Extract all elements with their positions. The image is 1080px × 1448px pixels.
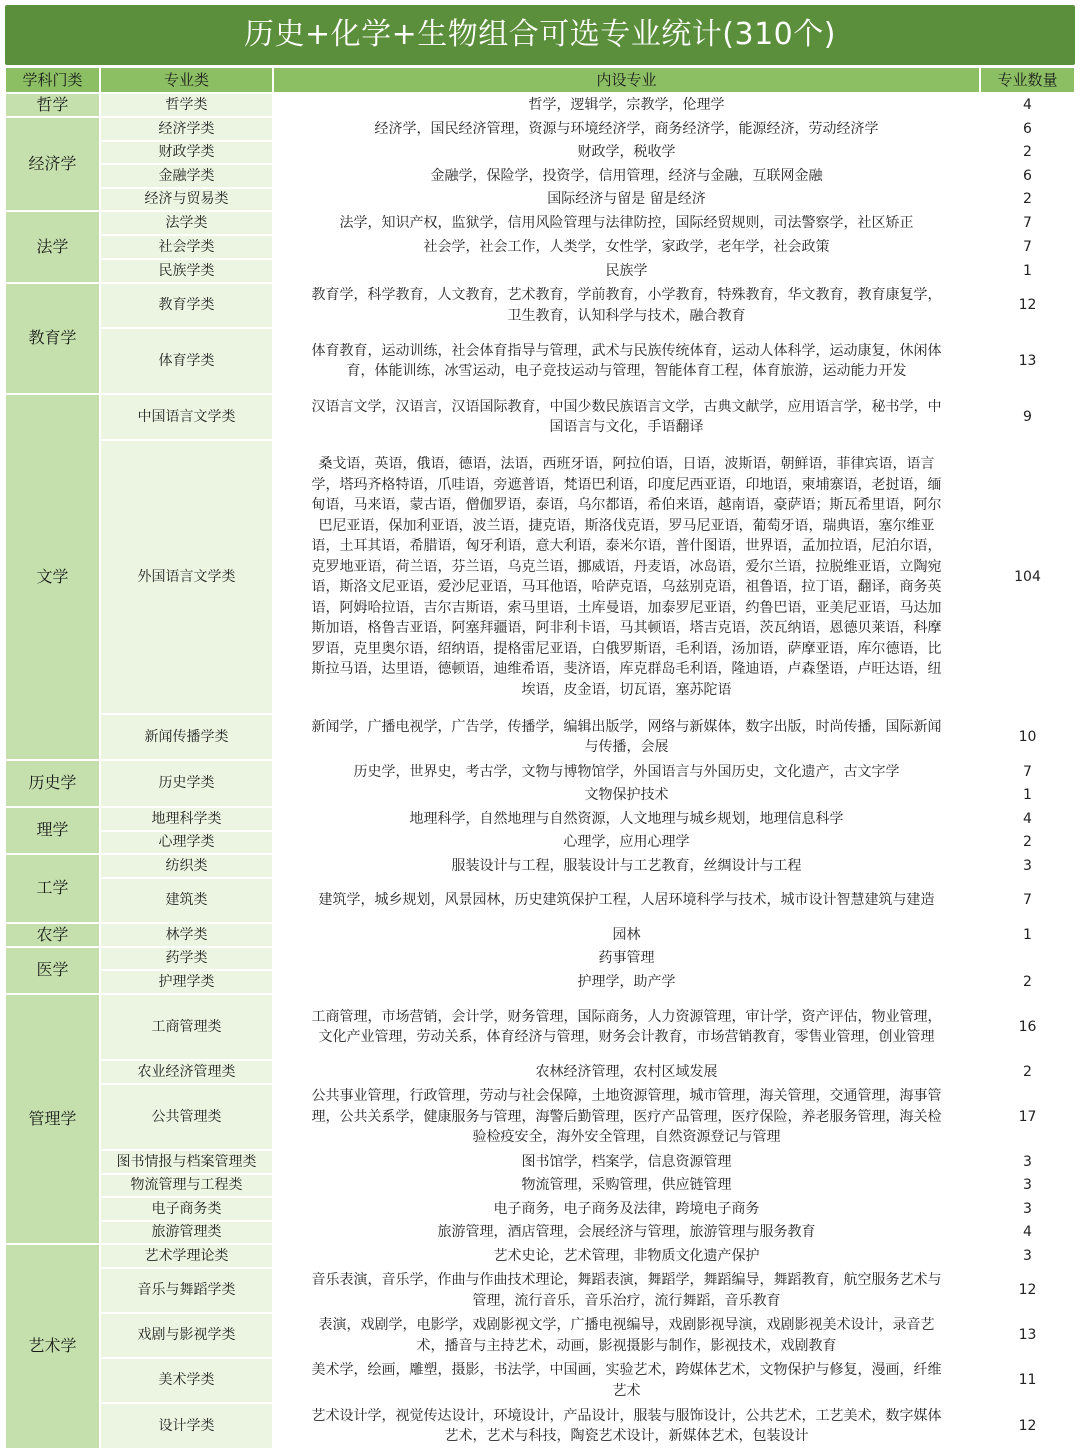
- major-class-cell-text: 金融学类: [158, 167, 215, 184]
- header-major-class: [101, 68, 272, 92]
- count-cell: [981, 236, 1074, 258]
- major-class-cell-text: 建筑类: [165, 892, 208, 909]
- major-class-cell-text: 法学类: [165, 214, 208, 231]
- count-cell: [981, 761, 1074, 783]
- major-class-cell: [101, 1061, 272, 1083]
- majors-cell: [274, 1314, 979, 1357]
- major-class-cell-text: 旅游管理类: [151, 1224, 222, 1241]
- majors-cell-text: 服装设计与工程，服装设计与工艺教育，丝绸设计与工程: [451, 857, 802, 874]
- count-cell-text: 13: [1018, 352, 1037, 369]
- count-cell: [981, 212, 1074, 234]
- count-cell: [981, 142, 1074, 163]
- count-cell-text: 2: [1023, 144, 1032, 161]
- majors-cell-text: 心理学，应用心理学: [563, 834, 690, 851]
- major-class-cell: [101, 189, 272, 210]
- count-cell: [981, 165, 1074, 187]
- major-class-cell: [101, 118, 272, 140]
- discipline-cell: [6, 395, 99, 759]
- major-class-cell: [101, 1269, 272, 1312]
- count-cell: [981, 1151, 1074, 1173]
- major-class-cell: [101, 832, 272, 853]
- discipline-cell-text: 农学: [36, 924, 69, 944]
- count-cell: [981, 1222, 1074, 1243]
- count-cell: [981, 924, 1074, 946]
- major-class-cell: [101, 1222, 272, 1243]
- major-class-cell: [101, 395, 272, 439]
- header-discipline: [6, 68, 99, 92]
- majors-cell-text: 农林经济管理，农村区域发展: [535, 1063, 718, 1080]
- majors-cell-text: 桑戈语，英语，俄语，德语，法语，西班牙语，阿拉伯语，日语，波斯语，朝鲜语，菲律宾语，语言学，塔玛齐格特语，爪哇语，旁遮普语，梵语巴利语，印度尼西亚语，印地语，柬埔寨语，老挝语，缅甸语，马来语，蒙古语，僧伽罗语，泰语，乌尔都语，希伯来语，越南语，豪萨语；斯瓦希里语，阿尔巴尼亚语，保加利亚语，波兰语，捷克语，斯洛伐克语，罗马尼亚语，葡萄牙语，瑞典语，塞尔维亚语，土耳其语，希腊语，匈牙利语，意大利语，泰米尔语，普什图语，世界语，孟加拉语，尼泊尔语，克罗地亚语，荷兰语，芬兰语，乌克兰语，挪威语，丹麦语，冰岛语，爱尔兰语，拉脱维亚语，立陶宛语，斯洛文尼亚语，爱沙尼亚语，马耳他语，哈萨克语，乌兹别克语，祖鲁语，拉丁语，翻译，商务英语，阿姆哈拉语，吉尔吉斯语，索马里语，土库曼语，加泰罗尼亚语，约鲁巴语，亚美尼亚语，马达加斯加语，格鲁吉亚语，阿塞拜疆语，阿非利卡语，马其顿语，塔吉克语，茨瓦纳语，恩德贝莱语，科摩罗语，克里奥尔语，绍纳语，提格雷尼亚语，白俄罗斯语，毛利语，汤加语，萨摩亚语，库尔德语，比斯拉马语，达里语，德顿语，迪维希语，斐济语，库克群岛毛利语，隆迪语，卢森堡语，卢旺达语，纽埃语，皮金语，切瓦语，塞苏陀语: [311, 456, 942, 698]
- discipline-cell-text: 理学: [36, 820, 69, 840]
- discipline-cell-text: 工学: [36, 878, 69, 898]
- major-class-cell-text: 民族学类: [158, 262, 215, 279]
- count-cell: [981, 395, 1074, 439]
- majors-cell-text: 艺术史论，艺术管理，非物质文化遗产保护: [493, 1247, 760, 1264]
- major-class-cell: [101, 879, 272, 922]
- discipline-cell: [6, 118, 99, 210]
- count-cell-text: 17: [1018, 1108, 1037, 1125]
- count-cell: [981, 879, 1074, 922]
- count-cell-text: 10: [1018, 728, 1037, 745]
- count-cell-text: 3: [1023, 1247, 1032, 1264]
- count-cell: [981, 995, 1074, 1059]
- count-cell: [981, 855, 1074, 877]
- count-cell: [981, 832, 1074, 853]
- count-cell: [981, 329, 1074, 393]
- major-class-cell-text: 经济学类: [158, 120, 215, 137]
- count-cell: [981, 94, 1074, 116]
- majors-cell: [274, 924, 979, 946]
- major-class-cell-text: 体育学类: [158, 352, 215, 369]
- count-cell: [981, 1359, 1074, 1402]
- count-cell: [981, 1404, 1074, 1448]
- count-cell-text: 12: [1018, 297, 1037, 314]
- count-cell: [981, 1314, 1074, 1357]
- major-class-cell: [101, 1359, 272, 1402]
- header-count-text: 专业数量: [997, 70, 1058, 89]
- majors-cell-text: 表演，戏剧学，电影学，戏剧影视文学，广播电视编导，戏剧影视导演，戏剧影视美术设计，录音艺术，播音与主持艺术，动画，影视摄影与制作，影视技术，戏剧教育: [318, 1317, 935, 1354]
- major-class-cell-text: 公共管理类: [151, 1108, 222, 1125]
- major-class-cell-text: 药学类: [165, 950, 208, 967]
- discipline-cell-text: 法学: [36, 236, 69, 256]
- count-cell: [981, 808, 1074, 830]
- majors-cell-text: 艺术设计学，视觉传达设计，环境设计，产品设计，服装与服饰设计，公共艺术，工艺美术，数字媒体艺术，艺术与科技，陶瓷艺术设计，新媒体艺术，包装设计: [311, 1407, 942, 1444]
- majors-cell-text: 金融学，保险学，投资学，信用管理，经济与金融，互联网金融: [430, 167, 823, 184]
- count-cell-text: 104: [1014, 568, 1041, 585]
- major-class-cell: [101, 165, 272, 187]
- major-class-cell: [101, 761, 272, 806]
- page-title: 历史+化学+生物组合可选专业统计(310个): [5, 5, 1075, 65]
- majors-cell: [274, 971, 979, 993]
- majors-cell: [274, 1175, 979, 1196]
- major-class-cell-text: 经济与贸易类: [144, 191, 229, 208]
- majors-cell-text: 图书馆学，档案学，信息资源管理: [521, 1153, 732, 1170]
- count-cell-text: 4: [1023, 96, 1032, 113]
- major-class-cell-text: 戏剧与影视学类: [137, 1327, 236, 1344]
- major-class-cell-text: 物流管理与工程类: [130, 1177, 243, 1194]
- count-cell-text: 2: [1023, 1063, 1032, 1080]
- major-class-cell-text: 哲学类: [165, 96, 208, 113]
- major-class-cell-text: 地理科学类: [151, 810, 222, 827]
- count-cell: [981, 1175, 1074, 1196]
- major-class-cell: [101, 808, 272, 830]
- count-cell-text: 12: [1018, 1417, 1037, 1434]
- majors-cell: [274, 761, 979, 783]
- discipline-cell: [6, 1245, 99, 1448]
- count-cell: [981, 1198, 1074, 1220]
- major-class-cell-text: 财政学类: [158, 144, 215, 161]
- majors-cell: [274, 189, 979, 210]
- majors-cell: [274, 395, 979, 439]
- count-cell-text: 4: [1023, 1224, 1032, 1241]
- majors-cell-text: 工商管理，市场营销，会计学，财务管理，国际商务，人力资源管理，审计学，资产评估，物业管理，文化产业管理，劳动关系，体育经济与管理，财务会计教育，市场营销教育，零售业管理，创业管理: [311, 1008, 942, 1045]
- count-cell: [981, 118, 1074, 140]
- major-class-cell-text: 教育学类: [158, 297, 215, 314]
- majors-table: [5, 68, 1075, 1444]
- majors-cell: [274, 1198, 979, 1220]
- count-cell: [981, 284, 1074, 327]
- majors-cell-text: 国际经济与留是 留是经济: [547, 191, 706, 208]
- majors-cell: [274, 1245, 979, 1267]
- count-cell-text: 3: [1023, 1153, 1032, 1170]
- major-class-cell: [101, 212, 272, 234]
- header-discipline-text: 学科门类: [22, 70, 83, 89]
- count-cell-text: 7: [1023, 892, 1032, 909]
- discipline-cell-text: 艺术学: [28, 1336, 77, 1356]
- majors-cell-text: 旅游管理，酒店管理，会展经济与管理，旅游管理与服务教育: [437, 1224, 816, 1241]
- majors-cell: [274, 832, 979, 853]
- count-cell-text: 4: [1023, 810, 1032, 827]
- majors-cell-text: 物流管理，采购管理，供应链管理: [521, 1177, 732, 1194]
- count-cell: [981, 971, 1074, 993]
- count-cell-text: 9: [1023, 408, 1032, 425]
- majors-cell: [274, 1359, 979, 1402]
- majors-cell: [274, 165, 979, 187]
- major-class-cell: [101, 995, 272, 1059]
- major-class-cell-text: 中国语言文学类: [137, 408, 236, 425]
- majors-cell-text: 护理学，助产学: [577, 973, 676, 990]
- majors-cell-text: 电子商务，电子商务及法律，跨境电子商务: [493, 1200, 760, 1217]
- count-cell-text: 7: [1023, 238, 1032, 255]
- count-cell: [981, 1061, 1074, 1083]
- count-cell: [981, 785, 1074, 806]
- count-cell: [981, 1269, 1074, 1312]
- discipline-cell-text: 文学: [36, 566, 69, 586]
- major-class-cell: [101, 1404, 272, 1448]
- count-cell: [981, 948, 1074, 969]
- major-class-cell-text: 纺织类: [165, 857, 208, 874]
- discipline-cell: [6, 212, 99, 282]
- majors-cell-text: 园林: [612, 926, 641, 943]
- majors-cell-text: 新闻学，广播电视学，广告学，传播学，编辑出版学，网络与新媒体，数字出版，时尚传播，国际新闻与传播，会展: [311, 718, 942, 755]
- majors-cell-text: 音乐表演，音乐学，作曲与作曲技术理论，舞蹈表演，舞蹈学，舞蹈编导，舞蹈教育，航空服务艺术与管理，流行音乐，音乐治疗，流行舞蹈，音乐教育: [311, 1272, 942, 1309]
- majors-cell: [274, 118, 979, 140]
- major-class-cell: [101, 1245, 272, 1267]
- major-class-cell-text: 新闻传播学类: [144, 728, 229, 745]
- count-cell-text: 3: [1023, 1177, 1032, 1194]
- discipline-cell: [6, 995, 99, 1243]
- majors-cell: [274, 1061, 979, 1083]
- majors-cell-text: 教育学，科学教育，人文教育，艺术教育，学前教育，小学教育，特殊教育，华文教育，教育康复学，卫生教育，认知科学与技术，融合教育: [311, 287, 942, 324]
- majors-cell: [274, 785, 979, 806]
- major-class-cell-text: 设计学类: [158, 1417, 215, 1434]
- major-class-cell-text: 外国语言文学类: [137, 568, 236, 585]
- discipline-cell: [6, 284, 99, 393]
- major-class-cell-text: 农业经济管理类: [137, 1063, 236, 1080]
- discipline-cell: [6, 808, 99, 853]
- count-cell-text: 1: [1023, 262, 1032, 279]
- majors-cell: [274, 142, 979, 163]
- majors-cell-text: 哲学，逻辑学，宗教学，伦理学: [528, 96, 725, 113]
- major-class-cell: [101, 260, 272, 282]
- majors-cell-text: 体育教育，运动训练，社会体育指导与管理，武术与民族传统体育，运动人体科学，运动康复，休闲体育，体能训练，冰雪运动，电子竞技运动与管理，智能体育工程，体育旅游，运动能力开发: [311, 342, 942, 379]
- majors-cell-text: 美术学，绘画，雕塑，摄影，书法学，中国画，实验艺术，跨媒体艺术，文物保护与修复，漫画，纤维艺术: [311, 1362, 942, 1399]
- majors-cell: [274, 1085, 979, 1149]
- majors-cell-text: 公共事业管理，行政管理，劳动与社会保障，土地资源管理，城市管理，海关管理，交通管理，海事管理，公共关系学，健康服务与管理，海警后勤管理，医疗产品管理，医疗保险，养老服务管理，海关检验检疫安全，海外安全管理，自然资源登记与管理: [311, 1088, 942, 1146]
- major-class-cell: [101, 1314, 272, 1357]
- majors-cell: [274, 995, 979, 1059]
- majors-cell-text: 历史学，世界史，考古学，文物与博物馆学，外国语言与外国历史，文化遗产，古文字学: [353, 763, 900, 780]
- majors-cell-text: 文物保护技术: [584, 787, 669, 804]
- majors-cell: [274, 212, 979, 234]
- header-majors-text: 内设专业: [596, 70, 657, 89]
- majors-cell: [274, 879, 979, 922]
- majors-cell: [274, 1269, 979, 1312]
- count-cell-text: 1: [1023, 926, 1032, 943]
- discipline-cell: [6, 94, 99, 116]
- major-class-cell-text: 历史学类: [158, 775, 215, 792]
- majors-cell-text: 社会学，社会工作，人类学，女性学，家政学，老年学，社会政策: [423, 238, 830, 255]
- major-class-cell-text: 电子商务类: [151, 1200, 222, 1217]
- major-class-cell: [101, 1151, 272, 1173]
- count-cell-text: 11: [1018, 1372, 1037, 1389]
- major-class-cell: [101, 948, 272, 969]
- count-cell-text: 2: [1023, 834, 1032, 851]
- majors-cell: [274, 1404, 979, 1448]
- count-cell: [981, 260, 1074, 282]
- count-cell-text: 13: [1018, 1327, 1037, 1344]
- major-class-cell: [101, 94, 272, 116]
- majors-cell: [274, 1222, 979, 1243]
- count-cell: [981, 441, 1074, 713]
- majors-cell-text: 药事管理: [598, 950, 655, 967]
- major-class-cell-text: 社会学类: [158, 238, 215, 255]
- majors-cell-text: 法学，知识产权，监狱学，信用风险管理与法律防控，国际经贸规则，司法警察学，社区矫正: [339, 214, 914, 231]
- majors-cell: [274, 808, 979, 830]
- count-cell-text: 7: [1023, 763, 1032, 780]
- major-class-cell: [101, 236, 272, 258]
- majors-cell-text: 汉语言文学，汉语言，汉语国际教育，中国少数民族语言文学，古典文献学，应用语言学，秘书学，中国语言与文化，手语翻译: [311, 398, 942, 435]
- major-class-cell-text: 艺术学理论类: [144, 1247, 229, 1264]
- major-class-cell: [101, 142, 272, 163]
- discipline-cell-text: 医学: [36, 960, 69, 980]
- count-cell-text: 7: [1023, 214, 1032, 231]
- major-class-cell: [101, 971, 272, 993]
- header-count: [981, 68, 1074, 92]
- count-cell-text: 6: [1023, 120, 1032, 137]
- majors-cell: [274, 1151, 979, 1173]
- major-class-cell: [101, 1175, 272, 1196]
- majors-cell-text: 地理科学，自然地理与自然资源，人文地理与城乡规划，地理信息科学: [409, 810, 844, 827]
- majors-cell: [274, 94, 979, 116]
- header-major-class-text: 专业类: [163, 70, 209, 89]
- majors-cell-text: 民族学: [605, 262, 648, 279]
- majors-cell: [274, 329, 979, 393]
- majors-cell: [274, 260, 979, 282]
- major-class-cell-text: 心理学类: [158, 834, 215, 851]
- discipline-cell-text: 经济学: [28, 153, 77, 173]
- discipline-cell-text: 教育学: [28, 328, 77, 348]
- count-cell-text: 1: [1023, 787, 1032, 804]
- count-cell-text: 2: [1023, 191, 1032, 208]
- majors-cell-text: 经济学，国民经济管理，资源与环境经济学，商务经济学，能源经济，劳动经济学: [374, 120, 879, 137]
- majors-cell: [274, 715, 979, 759]
- count-cell-text: 2: [1023, 973, 1032, 990]
- discipline-cell: [6, 924, 99, 946]
- major-class-cell: [101, 284, 272, 327]
- count-cell-text: 12: [1018, 1282, 1037, 1299]
- major-class-cell: [101, 329, 272, 393]
- majors-cell: [274, 441, 979, 713]
- count-cell: [981, 715, 1074, 759]
- count-cell-text: 3: [1023, 857, 1032, 874]
- majors-cell: [274, 855, 979, 877]
- count-cell: [981, 189, 1074, 210]
- major-class-cell: [101, 715, 272, 759]
- count-cell-text: 3: [1023, 1200, 1032, 1217]
- major-class-cell-text: 图书情报与档案管理类: [116, 1153, 257, 1170]
- major-class-cell: [101, 441, 272, 713]
- majors-cell: [274, 236, 979, 258]
- majors-cell-text: 财政学，税收学: [577, 144, 676, 161]
- major-class-cell-text: 工商管理类: [151, 1018, 222, 1035]
- major-class-cell-text: 护理学类: [158, 973, 215, 990]
- discipline-cell-text: 哲学: [36, 94, 69, 114]
- major-class-cell: [101, 924, 272, 946]
- major-class-cell: [101, 1085, 272, 1149]
- count-cell-text: 6: [1023, 167, 1032, 184]
- discipline-cell: [6, 855, 99, 922]
- major-class-cell-text: 林学类: [165, 926, 208, 943]
- count-cell-text: 16: [1018, 1018, 1037, 1035]
- discipline-cell: [6, 761, 99, 806]
- discipline-cell: [6, 948, 99, 993]
- count-cell: [981, 1085, 1074, 1149]
- major-class-cell-text: 音乐与舞蹈学类: [137, 1282, 236, 1299]
- majors-cell: [274, 948, 979, 969]
- major-class-cell-text: 美术学类: [158, 1372, 215, 1389]
- header-majors: [274, 68, 979, 92]
- major-class-cell: [101, 1198, 272, 1220]
- majors-cell-text: 建筑学，城乡规划，风景园林，历史建筑保护工程，人居环境科学与技术，城市设计智慧建筑与建造: [318, 892, 935, 909]
- major-class-cell: [101, 855, 272, 877]
- discipline-cell-text: 历史学: [28, 773, 77, 793]
- discipline-cell-text: 管理学: [28, 1108, 77, 1128]
- count-cell: [981, 1245, 1074, 1267]
- majors-cell: [274, 284, 979, 327]
